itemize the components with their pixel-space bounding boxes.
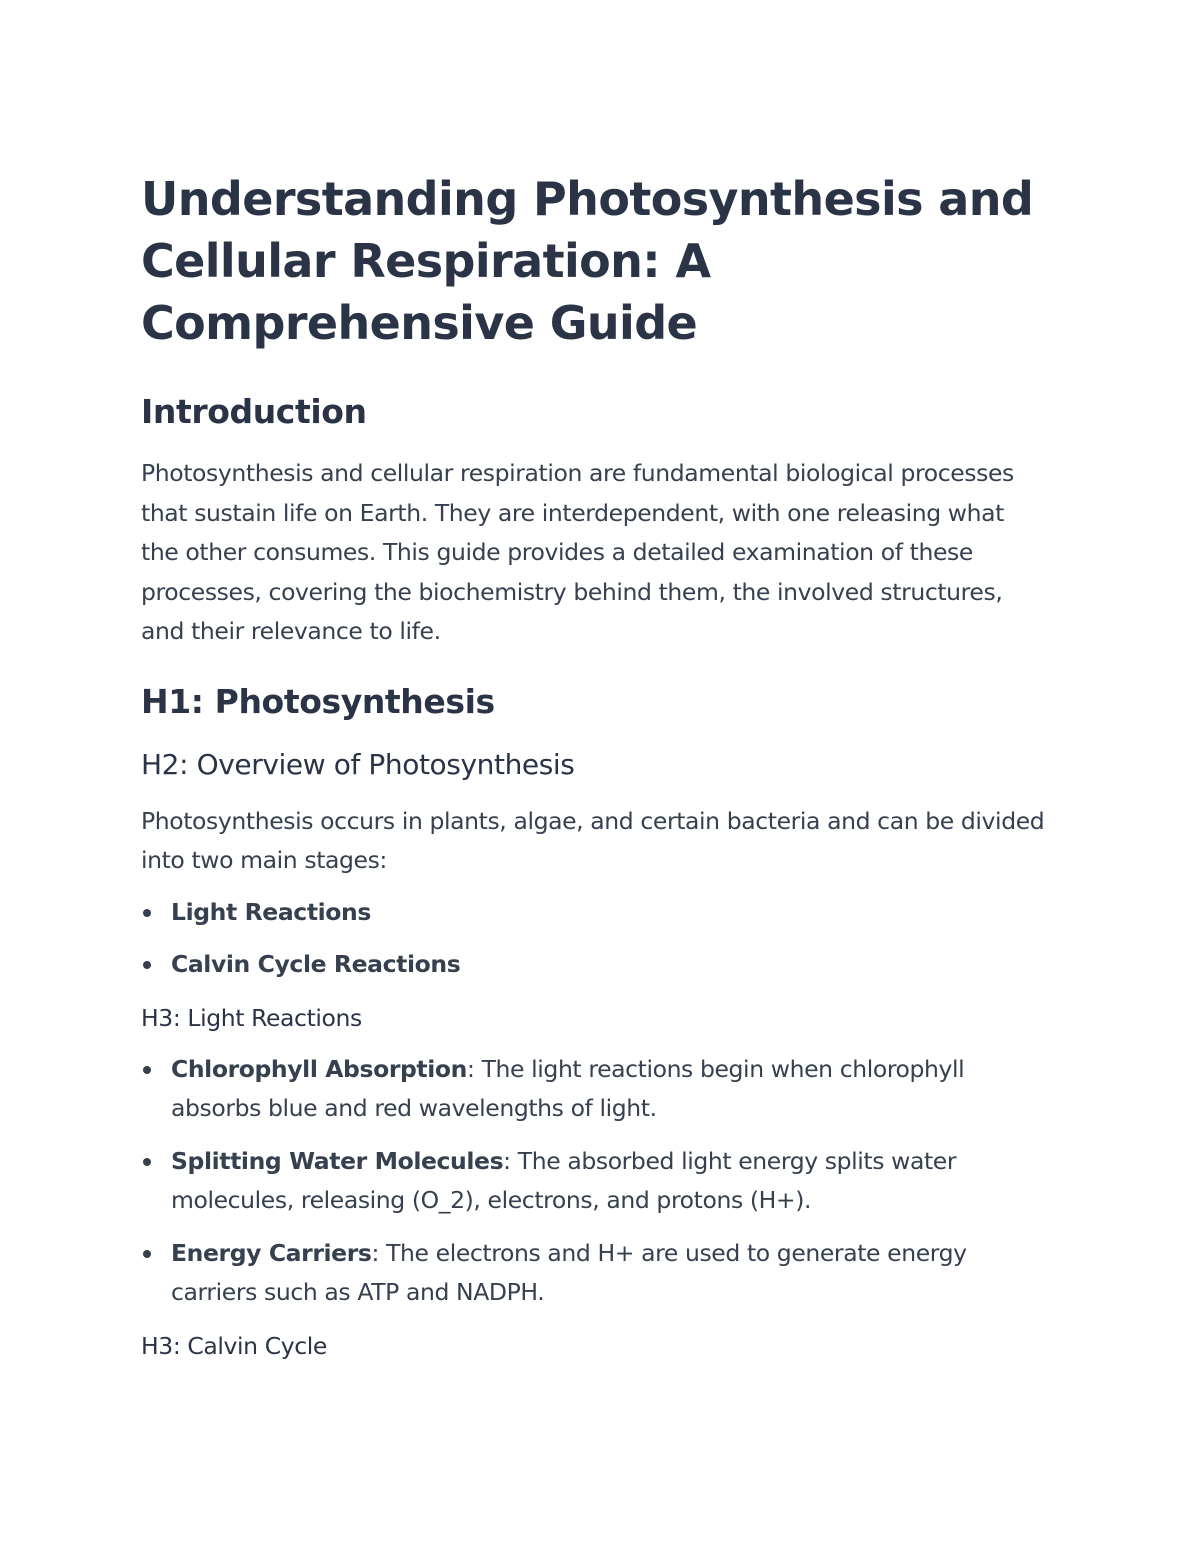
stages-list: [141, 893, 1046, 985]
calvin-cycle-heading: H3: Calvin Cycle: [141, 1331, 327, 1360]
list-item: [141, 945, 1046, 985]
list-item: [141, 1142, 1046, 1221]
item-description: : The electrons and H+ are used to generate energy carriers such as ATP and NADPH.: [171, 1238, 967, 1306]
overview-paragraph: Photosynthesis occurs in plants, algae, and certain bacteria and can be divided into two main stages:: [141, 806, 1045, 874]
item-term: Splitting Water Molecules: [171, 1146, 504, 1175]
introduction-paragraph: Photosynthesis and cellular respiration are fundamental biological processes that sustain life on Earth. They are interdependent, with one releasing what the other consumes. This guide provides a detailed examination of these processes, covering the biochemistry behind them, the involved structures, and their relevance to life.: [141, 459, 1014, 645]
item-description: : The light reactions begin when chlorophyll absorbs blue and red wavelengths of light.: [171, 1054, 965, 1122]
list-item: [141, 1050, 1046, 1129]
item-description: : The absorbed light energy splits water molecules, releasing (O_2), electrons, and protons (H+).: [171, 1146, 957, 1214]
document-title: Understanding Photosynthesis and Cellular Respiration: A Comprehensive Guide: [141, 172, 1034, 350]
bullet-icon: [143, 1250, 151, 1258]
stage-label: Light Reactions: [171, 897, 371, 926]
bullet-icon: [143, 961, 151, 969]
item-term: Energy Carriers: [171, 1238, 372, 1267]
introduction-heading: Introduction: [141, 392, 367, 431]
bullet-icon: [143, 1066, 151, 1074]
document-content: [141, 168, 1046, 1366]
overview-heading: H2: Overview of Photosynthesis: [141, 747, 575, 781]
light-reactions-heading: H3: Light Reactions: [141, 1003, 362, 1032]
stage-label: Calvin Cycle Reactions: [171, 950, 461, 978]
bullet-icon: [143, 1158, 151, 1166]
bullet-icon: [143, 909, 151, 917]
list-item: [141, 1234, 1046, 1313]
light-reactions-list: [141, 1050, 1046, 1313]
list-item: [141, 893, 1046, 933]
photosynthesis-heading: H1: Photosynthesis: [141, 681, 495, 721]
item-term: Chlorophyll Absorption: [171, 1054, 467, 1083]
